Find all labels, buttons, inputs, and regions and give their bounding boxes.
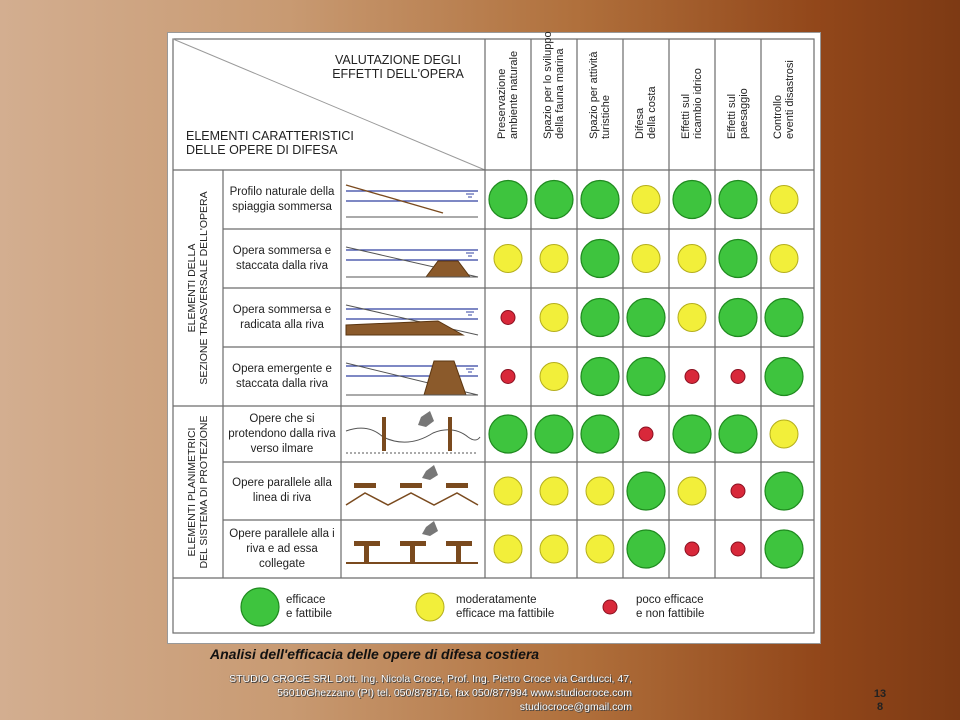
rating-dot-green — [627, 530, 665, 568]
rating-dot-yellow — [494, 477, 522, 505]
rating-dot-green — [719, 181, 757, 219]
header-evaluation-line1: VALUTAZIONE DEGLI — [335, 53, 461, 67]
rating-dots — [489, 181, 803, 569]
rating-dot-green — [719, 240, 757, 278]
header-evaluation-title — [318, 53, 478, 81]
rating-dot-green — [765, 299, 803, 337]
rating-dot-red — [501, 311, 515, 325]
column-header-text: Preservazione ambiente naturale — [496, 50, 520, 139]
footer-line1: STUDIO CROCE SRL Dott. Ing. Nicola Croce, Prof. Ing. Pietro Croce via Carducci, 47, — [229, 673, 632, 685]
rating-dot-yellow — [540, 304, 568, 332]
row-label-1: Profilo naturale della spiaggia sommersa — [229, 185, 335, 213]
rating-dot-green — [765, 472, 803, 510]
rating-dot-yellow — [632, 245, 660, 273]
legend-dot-yellow — [416, 593, 444, 621]
sketch-parallel-attached — [346, 521, 478, 563]
header-elements-line2: DELLE OPERE DI DIFESA — [186, 143, 338, 157]
column-header-text: Spazio per lo sviluppo della fauna marina — [542, 31, 566, 139]
row-label-2: Opera sommersa e staccata dalla riva — [232, 244, 332, 272]
rating-dot-red — [731, 542, 745, 556]
rating-dot-green — [535, 181, 573, 219]
rating-dot-yellow — [770, 420, 798, 448]
row-label-6: Opere parallele alla linea di riva — [232, 477, 332, 504]
rating-dot-red — [685, 542, 699, 556]
rating-dot-green — [719, 299, 757, 337]
rating-dot-green — [719, 415, 757, 453]
sketch-groynes — [346, 411, 480, 453]
legend-text-line: efficace — [286, 594, 326, 606]
header-evaluation-line2: EFFETTI DELL'OPERA — [332, 67, 464, 81]
legend-dot-red — [603, 600, 617, 614]
rating-dot-yellow — [770, 186, 798, 214]
column-header-6 — [715, 39, 761, 163]
rating-dot-yellow — [678, 245, 706, 273]
rating-dot-yellow — [540, 245, 568, 273]
rating-dot-green — [581, 240, 619, 278]
column-header-7 — [761, 39, 807, 163]
legend-text-line: e fattibile — [286, 608, 333, 620]
legend-item-red — [636, 593, 704, 621]
header-elements-line1: ELEMENTI CARATTERISTICI — [186, 129, 354, 143]
rating-dot-green — [581, 181, 619, 219]
figure-caption: Analisi dell'efficacia delle opere di difesa costiera — [210, 646, 540, 662]
rating-dot-yellow — [678, 477, 706, 505]
sketch-natural-profile — [346, 185, 478, 217]
rating-dot-red — [685, 370, 699, 384]
rating-dot-yellow — [678, 304, 706, 332]
group-label-1 — [178, 170, 218, 406]
rating-dot-green — [489, 181, 527, 219]
rating-dot-red — [639, 427, 653, 441]
rating-dot-green — [627, 472, 665, 510]
rating-dot-yellow — [494, 245, 522, 273]
column-header-text: Difesa della costa — [634, 86, 658, 139]
rating-dot-yellow — [540, 477, 568, 505]
rating-dot-yellow — [770, 245, 798, 273]
column-header-1 — [485, 39, 531, 163]
rating-dot-green — [581, 299, 619, 337]
legend-text-line: poco efficace — [636, 594, 704, 606]
legend-text-line: e non fattibile — [636, 608, 705, 620]
row-label-7: Opere parallele alla i riva e ad essa collegate — [229, 527, 335, 570]
rating-dot-green — [673, 415, 711, 453]
rating-dot-yellow — [632, 186, 660, 214]
footer-credits — [140, 672, 632, 714]
row-label-3: Opera sommersa e radicata alla riva — [232, 303, 332, 331]
rating-dot-yellow — [540, 363, 568, 391]
legend-dot-green — [241, 588, 279, 626]
sketch-emerging-detached — [346, 361, 478, 395]
column-header-text: Spazio per attività turistiche — [588, 51, 612, 139]
rating-dot-green — [627, 358, 665, 396]
column-header-text: Effetti sul paesaggio — [726, 88, 750, 139]
rating-dot-green — [535, 415, 573, 453]
group-label-text: ELEMENTI DELLA SEZIONE TRASVERSALE DELL'OPERA — [186, 191, 210, 385]
rating-dot-red — [731, 484, 745, 498]
rating-dot-green — [673, 181, 711, 219]
rating-dot-yellow — [586, 535, 614, 563]
legend-text-line: moderatamente — [456, 594, 537, 606]
column-header-3 — [577, 39, 623, 163]
rating-dot-red — [731, 370, 745, 384]
rating-dot-green — [489, 415, 527, 453]
page-number: 13 8 — [873, 688, 887, 713]
rating-dot-yellow — [586, 477, 614, 505]
row-label-4: Opera emergente e staccata dalla riva — [232, 362, 332, 390]
legend-text-line: efficace ma fattibile — [456, 608, 555, 620]
rating-dot-green — [765, 358, 803, 396]
rating-dot-green — [581, 358, 619, 396]
group-label-text: ELEMENTI PLANIMETRICI DEL SISTEMA DI PROTEZIONE — [186, 415, 210, 569]
column-header-4 — [623, 39, 669, 163]
column-header-text: Controllo eventi disastrosi — [772, 60, 796, 139]
rating-dot-green — [581, 415, 619, 453]
column-header-text: Effetti sul ricambio idrico — [680, 68, 704, 139]
column-header-2 — [531, 31, 577, 163]
legend-item-yellow — [456, 593, 554, 621]
group-label-2 — [178, 406, 218, 578]
rating-dot-yellow — [494, 535, 522, 563]
column-header-5 — [669, 39, 715, 163]
rating-dot-green — [627, 299, 665, 337]
rating-dot-yellow — [540, 535, 568, 563]
footer-line3: studiocroce@gmail.com — [519, 701, 632, 713]
rating-dot-red — [501, 370, 515, 384]
footer-line2: 56010Ghezzano (PI) tel. 050/878716, fax 050/877994 www.studiocroce.com — [277, 687, 632, 699]
rating-dot-green — [765, 530, 803, 568]
effectiveness-table-figure — [167, 32, 821, 644]
legend-item-green — [286, 593, 332, 621]
sketch-submerged-detached — [346, 247, 478, 277]
sketch-submerged-attached — [346, 305, 478, 335]
header-elements-title — [186, 129, 354, 157]
sketch-parallel-detached — [346, 465, 478, 505]
row-label-5: Opere che si protendono dalla riva verso ilmare — [228, 412, 336, 455]
